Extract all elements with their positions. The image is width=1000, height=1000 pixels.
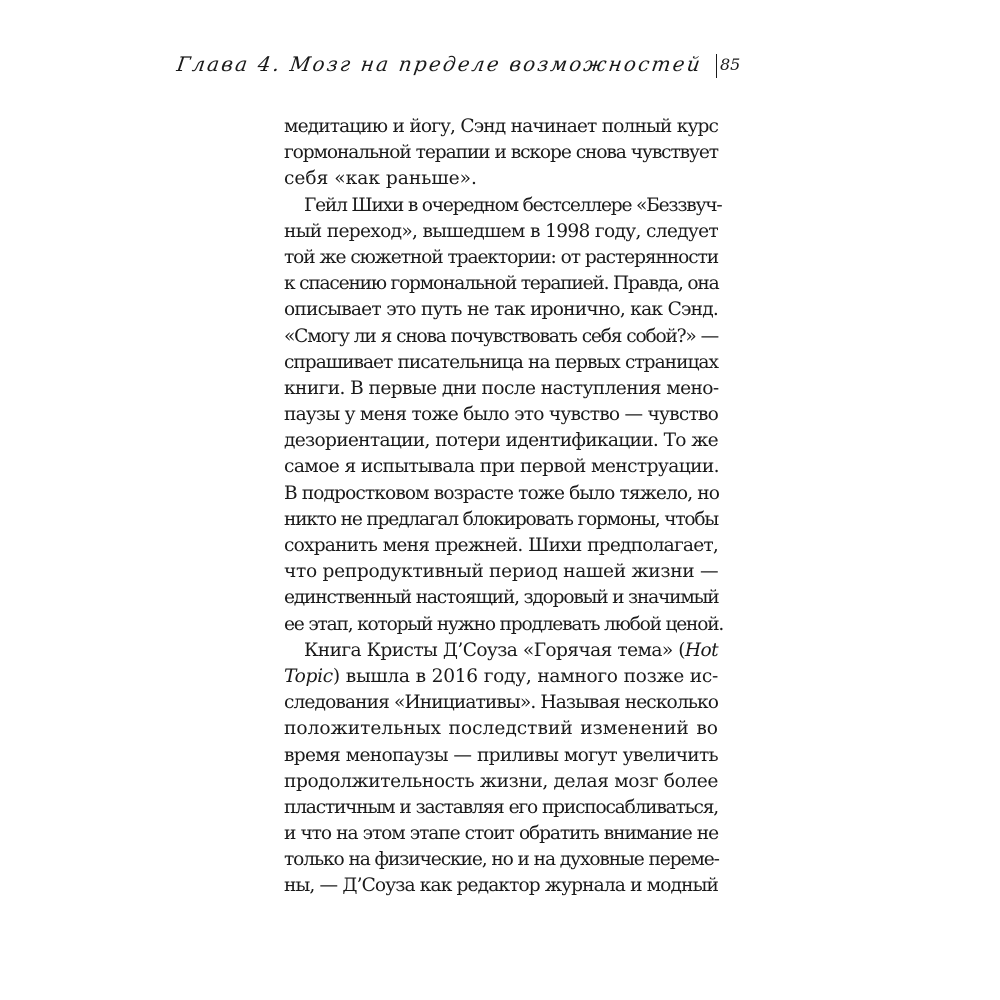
italic-title: Topic xyxy=(284,665,333,687)
text-line: только на физические, но и на духовные переме- xyxy=(284,849,719,871)
text-run: ) вышла в 2016 году, намного позже ис- xyxy=(332,665,718,687)
page-number: 85 xyxy=(720,55,741,74)
text-line: ны, — Д’Соуза как редактор журнала и модный xyxy=(284,875,718,897)
chapter-title: Глава 4. Мозг на пределе возможностей xyxy=(175,52,704,76)
text-line xyxy=(284,664,718,690)
text-line xyxy=(284,638,718,664)
running-header xyxy=(0,52,1000,82)
text-line: что репродуктивный период нашей жизни — xyxy=(284,561,719,583)
text-line: дезориентации, потери идентификации. То же xyxy=(284,430,718,452)
text-line: спрашивает писательница на первых страницах xyxy=(284,351,718,373)
body-text xyxy=(284,114,724,900)
text-line: время менопаузы — приливы могут увеличить xyxy=(284,744,718,766)
text-line: и что на этом этапе стоит обратить внимание не xyxy=(284,823,718,845)
header-divider xyxy=(716,54,717,78)
text-line: самое я испытывала при первой менструации. xyxy=(284,456,719,478)
italic-title: Hot xyxy=(684,639,718,661)
text-line: положительных последствий изменений во xyxy=(284,718,718,740)
text-line: медитацию и йогу, Сэнд начинает полный курс xyxy=(284,116,718,137)
text-line: продолжительность жизни, делая мозг более xyxy=(284,770,718,792)
text-line: единственный настоящий, здоровый и значимый xyxy=(284,587,719,609)
text-line: описывает это путь не так иронично, как Сэнд. xyxy=(284,299,718,321)
text-line: паузы у меня тоже было это чувство — чувство xyxy=(284,404,718,426)
text-line: себя «как раньше». xyxy=(284,168,477,190)
text-line: никто не предлагал блокировать гормоны, чтобы xyxy=(284,508,718,530)
text-run: Книга Кристы Д’Соуза «Горячая тема» ( xyxy=(304,639,685,661)
text-line: к спасению гормональной терапией. Правда, она xyxy=(284,273,719,295)
text-line: следования «Инициативы». Называя несколько xyxy=(284,692,718,714)
text-line: ее этап, который нужно продлевать любой ценой. xyxy=(284,613,724,635)
text-line: сохранить меня прежней. Шихи предполагает, xyxy=(284,535,718,556)
text-line: ный переход», вышедшем в 1998 году, следует xyxy=(284,220,718,242)
text-line: гормональной терапии и вскоре снова чувствует xyxy=(284,142,718,164)
text-line: пластичным и заставляя его приспосабливаться, xyxy=(284,796,718,818)
text-line: В подростковом возрасте тоже было тяжело, но xyxy=(284,482,720,504)
text-line: той же сюжетной траектории: от растерянности xyxy=(284,246,718,268)
text-line: книги. В первые дни после наступления мено- xyxy=(284,377,719,399)
text-line: Гейл Шихи в очередном бестселлере «Беззвуч- xyxy=(304,194,722,216)
text-line: «Смогу ли я снова почувствовать себя собой?» — xyxy=(284,325,718,347)
